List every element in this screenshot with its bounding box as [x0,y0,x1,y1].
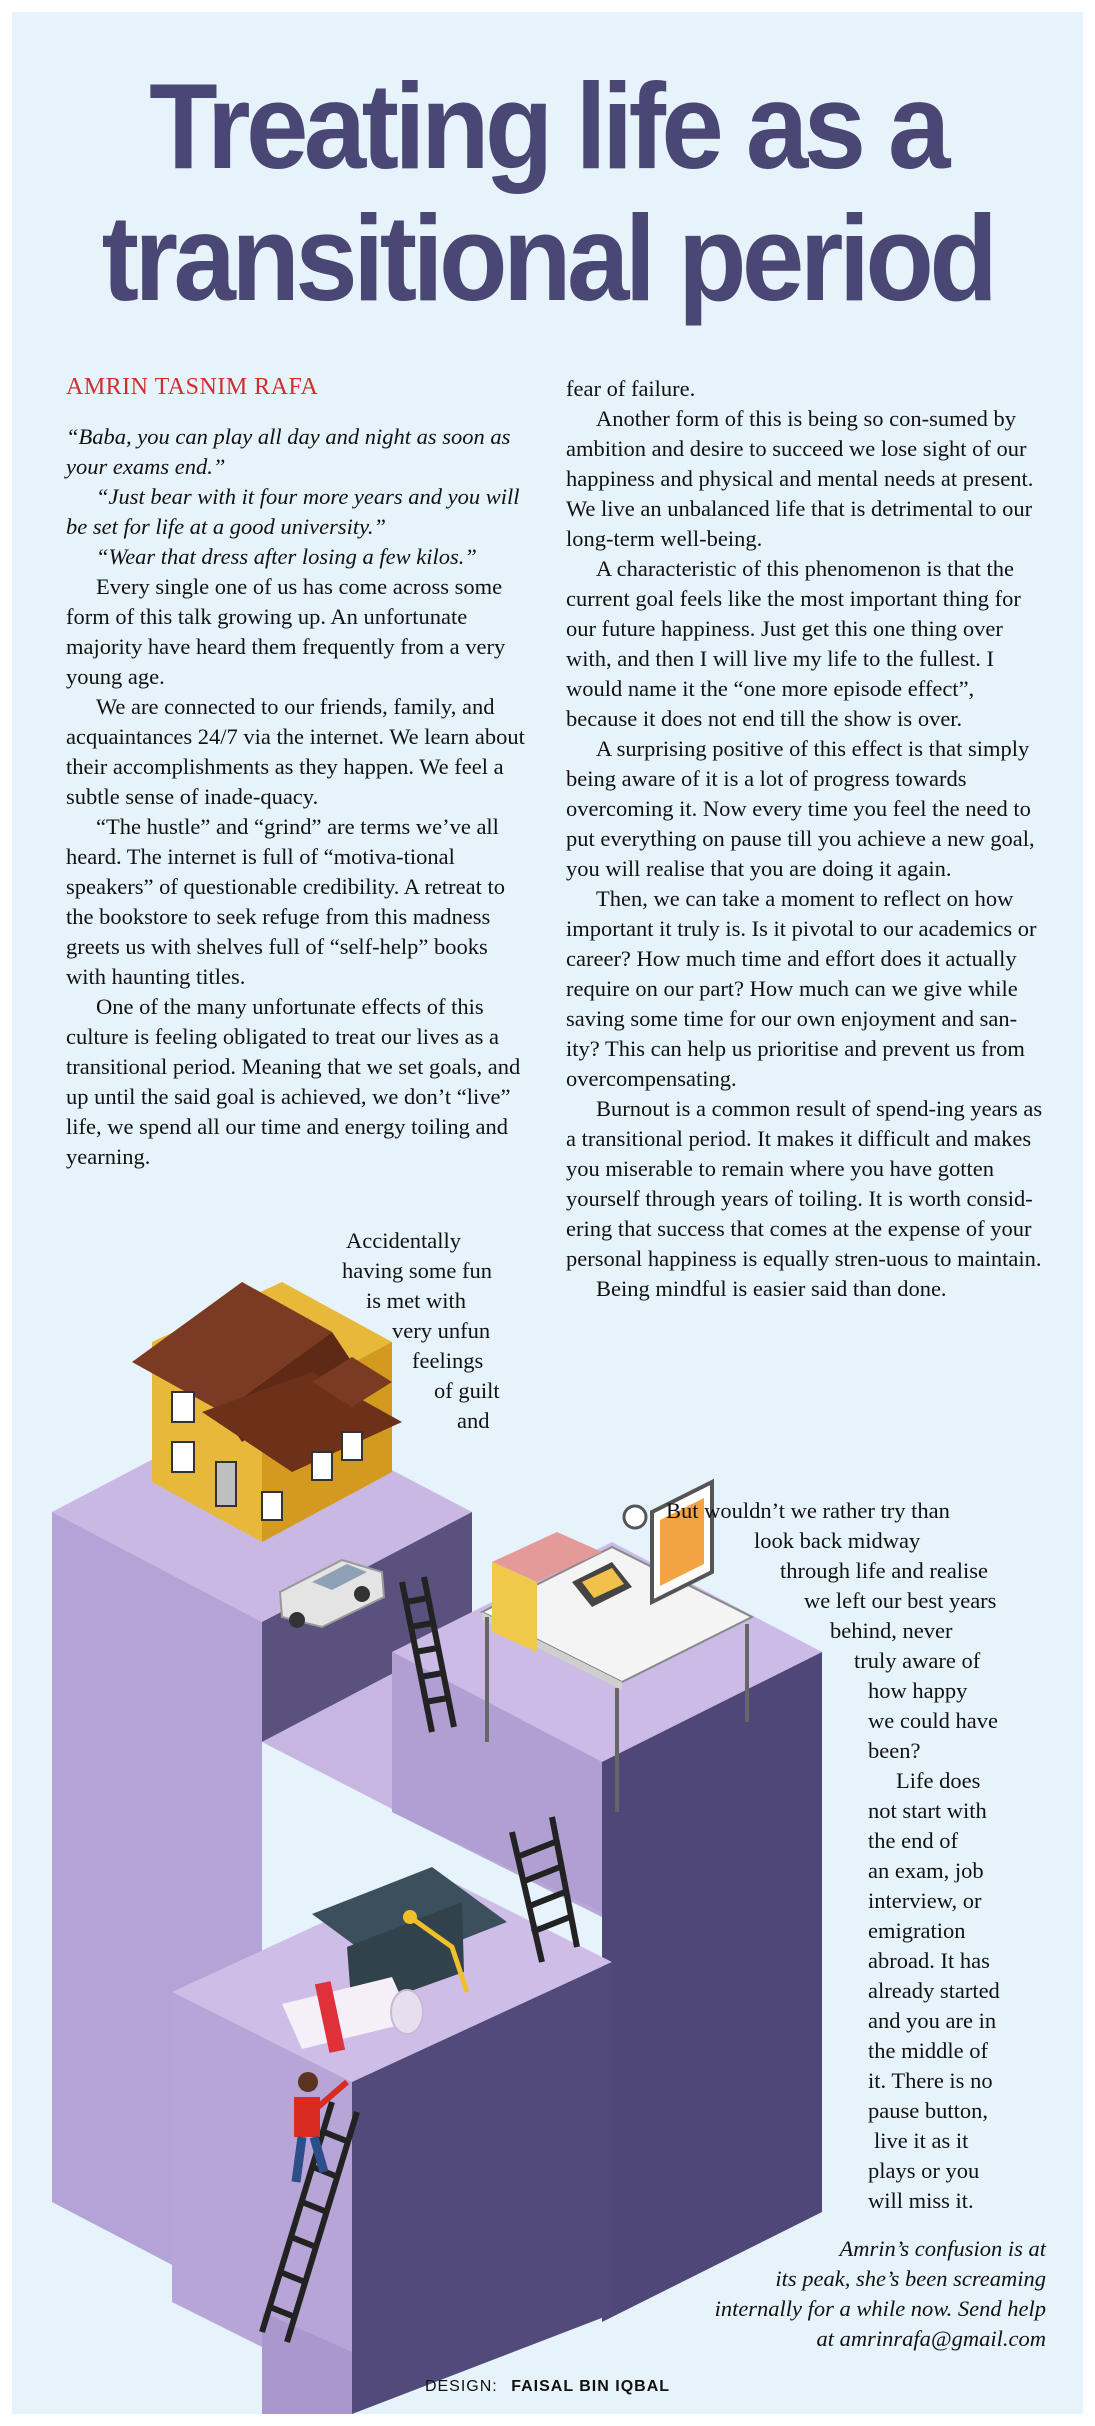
stair-line: having some fun [342,1258,492,1283]
stair-line: interview, or [868,1888,982,1913]
body-paragraph: One of the many unfortunate effects of this culture is feeling obligated to treat our lives as a transitional period. Meaning that we set goals, and up until the said goal is achieved, we don’t “live” life, we spend all our time and energy toiling and yearning. [66,994,521,1169]
stair-line: look back midway [754,1528,921,1553]
bio-line: its peak, she’s been screaming [775,2266,1046,2291]
left-column [66,422,526,1172]
body-paragraph: Every single one of us has come across some form of this talk growing up. An unfortunate majority have heard them frequently from a very young age. [66,574,506,689]
credit-label: DESIGN: [424,2378,498,2395]
stair-line: emigration [868,1918,966,1943]
body-paragraph: Another form of this is being so con-sumed by ambition and desire to succeed we lose sight of our happiness and physical and mental needs at present. We live an unbalanced life that is detrimental to our long-term well-being. [566,406,1034,551]
stair-line: not start with [868,1798,987,1823]
stair-line: been? [868,1738,921,1763]
stair-line: very unfun [392,1318,491,1343]
author-bio [612,2234,1046,2354]
stair-line: will miss it. [868,2188,974,2213]
stair-line: feelings [412,1348,484,1373]
right-column [566,374,1046,1304]
body-paragraph: “The hustle” and “grind” are terms we’ve all heard. The internet is full of “motiva-tional speakers” of questionable credibility. A retreat to the bookstore to seek refuge from this madness greets us with shelves full of “self-help” books with haunting titles. [66,814,506,989]
stair-line: we left our best years [804,1588,997,1613]
headline-line-2: transitional period [101,190,994,326]
stair-line: and you are in [868,2008,997,2033]
stair-line: Life does [896,1768,981,1793]
stair-line: plays or you [868,2158,980,2183]
headline [55,60,1040,324]
body-paragraph: We are connected to our friends, family, and acquaintances 24/7 via the internet. We learn about their accomplishments as they happen. We feel a subtle sense of inade-quacy. [66,694,525,809]
stair-line: But wouldn’t we rather try than [666,1498,950,1523]
stair-line: behind, never [830,1618,953,1643]
stair-line: an exam, job [868,1858,984,1883]
author-byline: AMRIN TASNIM RAFA [66,374,319,400]
stair-line: is met with [366,1288,466,1313]
stair-line: through life and realise [780,1558,989,1583]
bio-line: at amrinrafa@gmail.com [816,2326,1046,2351]
stair-line: the end of [868,1828,958,1853]
body-paragraph: A characteristic of this phenomenon is that the current goal feels like the most important thing for our future happiness. Just get this one thing over with, and then I will live my life to the fullest. I would name it the “one more episode effect”, because it does not end till the show is over. [566,556,1021,731]
stair-line: of guilt [434,1378,500,1403]
body-paragraph: Burnout is a common result of spend-ing years as a transitional period. It makes it difficult and makes you miserable to remain where you have gotten yourself through years of toiling. It is worth consid-ering that success that comes at the expense of your personal happiness is equally stren-uous to maintain. [566,1096,1043,1271]
stair-line: truly aware of [854,1648,981,1673]
stair-line: how happy [868,1678,968,1703]
stair-line: it. There is no [868,2068,993,2093]
body-paragraph: Being mindful is easier said than done. [596,1276,947,1301]
stair-line: Accidentally [346,1228,461,1253]
article-page [12,12,1083,2414]
design-credit [12,2378,1083,2396]
stair-line: we could have [868,1708,998,1733]
credit-name: FAISAL BIN IQBAL [511,2378,671,2395]
body-paragraph: A surprising positive of this effect is that simply being aware of it is a lot of progress towards overcoming it. Now every time you feel the need to put everything on pause till you achieve a new goal, you will realise that you are doing it again. [566,736,1035,881]
body-paragraph: fear of failure. [566,376,696,401]
stair-line: pause button, [868,2098,988,2123]
stair-line: already started [868,1978,1000,2003]
quote: “Just bear with it four more years and you will be set for life at a good university.” [66,484,520,539]
quote: “Baba, you can play all day and night as soon as your exams end.” [66,424,511,479]
stair-line: and [457,1408,490,1433]
body-paragraph: Then, we can take a moment to reflect on how important it truly is. Is it pivotal to our academics or career? How much time and effort does it actually require on our part? How much can we give while saving some time for our own enjoyment and san-ity? This can help us prioritise and prevent us from overcompensating. [566,886,1037,1091]
headline-line-1: Treating life as a [149,58,946,194]
bio-line: Amrin’s confusion is at [839,2236,1046,2261]
stair-line: live it as it [874,2128,969,2153]
quote: “Wear that dress after losing a few kilos.” [96,544,477,569]
stair-line: the middle of [868,2038,988,2063]
stair-line: abroad. It has [868,1948,990,1973]
bio-line: internally for a while now. Send help [714,2296,1046,2321]
